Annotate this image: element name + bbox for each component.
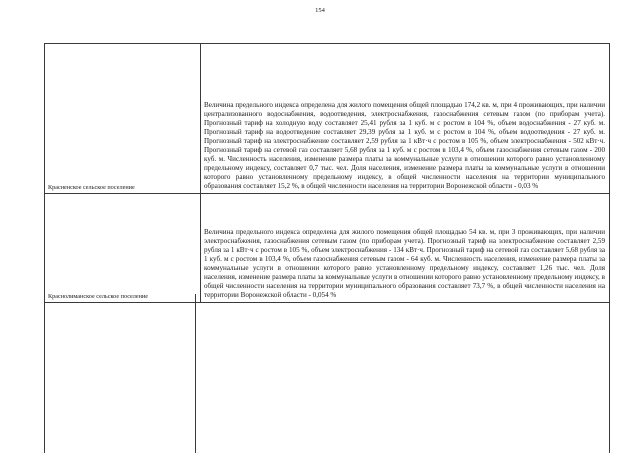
settlement-name-cell: Красненское сельское поселение	[45, 44, 201, 194]
settlement-name-cell: Краснолиманское сельское поселение	[45, 194, 201, 303]
index-description-cell: Величина предельного индекса определена для жилого помещения общей площадью 54 кв. м, при 3 проживающих, при наличии электроснабжения, газоснабжения сетевым газом (по приборам учета). Прогнозный тариф на электроснабжение составляет 2,59 рубля за 1 кВт·ч с ростом в 105 %, объем электроснабжения - 134 кВт·ч. Прогнозный тариф на сетевой газ составляет 5,68 рубля за 1 куб. м с ростом в 103,4 %, объем газоснабжения сетевым газом - 64 куб. м. Численность населения, изменение размера платы за коммунальные услуги в отношении которого равно установленному предельному индексу, составляет 1,26 тыс. чел. Доля населения, изменение размера платы за коммунальные услуги в отношении которого равно установленному предельному индексу, в общей численности населения на территории муниципального образования составляет 73,7 %, в общей численности населения на территории Воронежской области - 0,054 %	[201, 194, 610, 303]
table-border-right	[609, 294, 610, 453]
table-border-left	[44, 294, 45, 453]
table-row	[45, 44, 610, 194]
tariff-index-table	[44, 43, 610, 303]
page-number: 154	[315, 7, 325, 14]
table-row	[45, 194, 610, 303]
index-description-cell: Величина предельного индекса определена для жилого помещения общей площадью 174,2 кв. м, при 4 проживающих, при наличии централизованного водоснабжения, водоотведения, электроснабжения, газоснабжения сетевым газом (по приборам учета). Прогнозный тариф на холодную воду составляет 25,41 рубля за 1 куб. м с ростом в 104 %, объем водоснабжения - 27 куб. м. Прогнозный тариф на водоотведение составляет 29,39 рубля за 1 куб. м с ростом в 104 %, объем водоотведения - 27 куб. м. Прогнозный тариф на электроснабжение составляет 2,59 рубля за 1 кВт·ч с ростом в 105 %, объем электроснабжения - 502 кВт·ч. Прогнозный тариф на сетевой газ составляет 5,68 рубля за 1 куб. м с ростом в 103,4 %, объем газоснабжения сетевым газом - 200 куб. м. Численность населения, изменение размера платы за коммунальные услуги в отношении которого равно установленному предельному индексу, составляет 0,7 тыс. чел. Доля населения, изменение размера платы за коммунальные услуги в отношении которого равно установленному предельному индексу, в общей численности населения на территории муниципального образования составляет 15,2 %, в общей численности населения на территории Воронежской области - 0,03 %	[201, 44, 610, 194]
table-border-middle	[195, 294, 196, 453]
